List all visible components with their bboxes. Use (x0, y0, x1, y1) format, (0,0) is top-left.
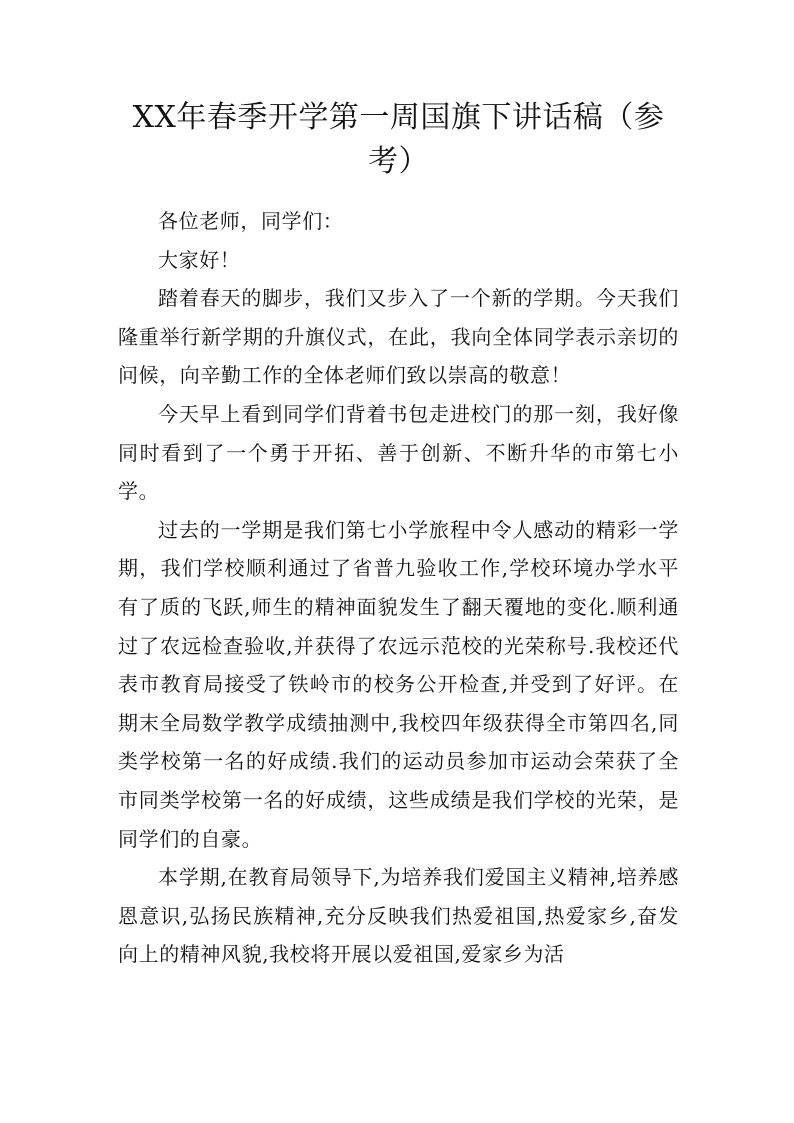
salutation: 各位老师，同学们： (158, 209, 344, 233)
document-body (118, 202, 679, 974)
greeting: 大家好！ (158, 247, 241, 272)
paragraph-intro: 踏着春天的脚步，我们又步入了一个新的学期。今天我们隆重举行新学期的升旗仪式，在此，我向全体同学表示亲切的问候，向辛勤工作的全体老师们致以崇高的敬意！ (118, 286, 679, 388)
paragraph-morning: 今天早上看到同学们背着书包走进校门的那一刻，我好像同时看到了一个勇于开拓、善于创新、不断升华的市第七小学。 (118, 401, 679, 504)
document-title: XX年春季开学第一周国旗下讲话稿（参考） (132, 100, 665, 179)
paragraph-past-semester: 过去的一学期是我们第七小学旅程中令人感动的精彩一学期，我们学校顺利通过了省普九验收工作,学校环境办学水平有了质的飞跃,师生的精神面貌发生了翻天覆地的变化.顺利通过了农远检查验收,并获得了农远示范校的光荣称号.我校还代表市教育局接受了铁岭市的校务公开检查,并受到了好评。在期末全局数学教学成绩抽测中,我校四年级获得全市第四名,同类学校第一名的好成绩.我们的运动员参加市运动会荣获了全市同类学校第一名的好成绩，这些成绩是我们学校的光荣，是同学们的自豪。 (118, 517, 679, 851)
paragraph-this-semester: 本学期,在教育局领导下,为培养我们爱国主义精神,培养感恩意识,弘扬民族精神,充分反映我们热爱祖国,热爱家乡,奋发向上的精神风貌,我校将开展以爱祖国,爱家乡为活 (118, 865, 679, 967)
